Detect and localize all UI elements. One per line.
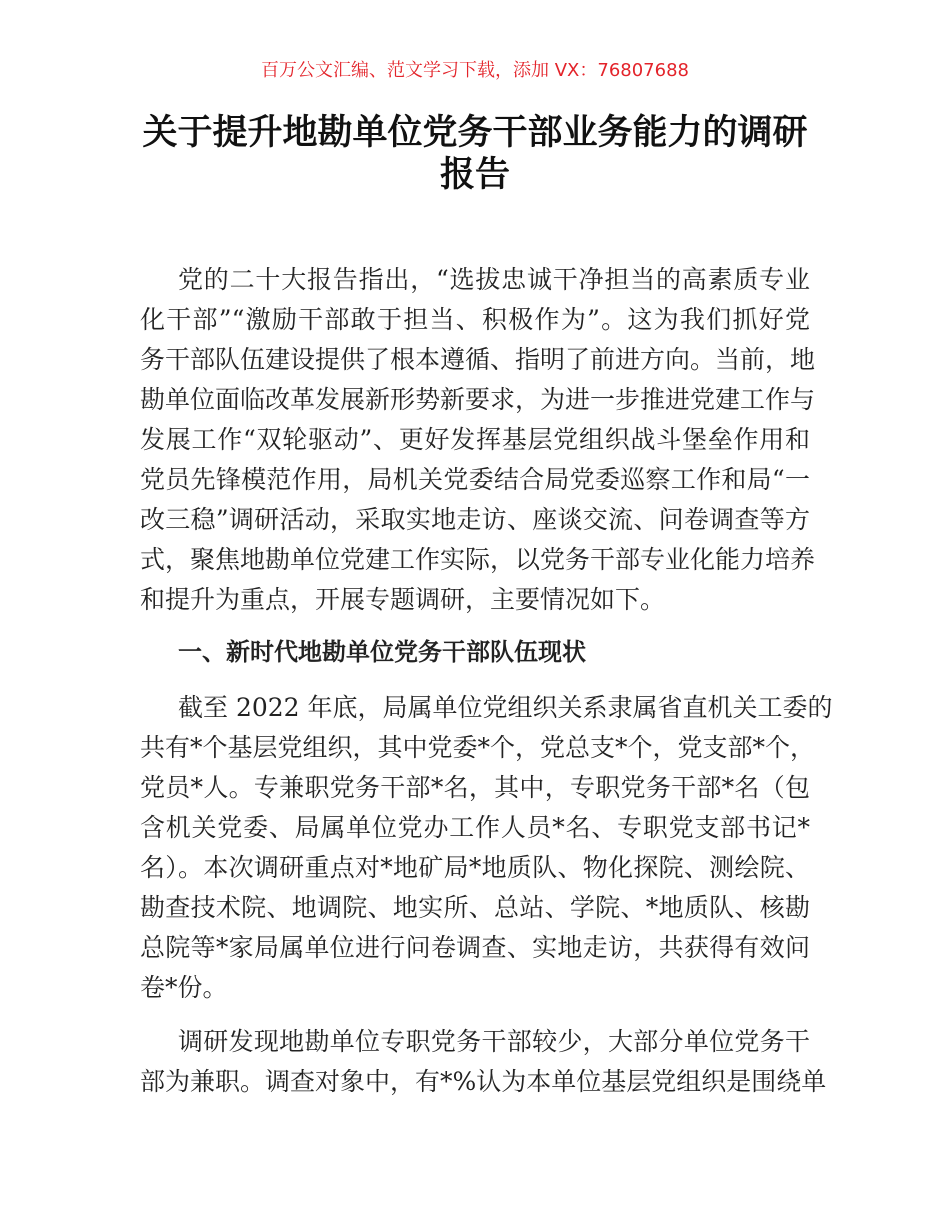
paragraph-line: 截至 2022 年底，局属单位党组织关系隶属省直机关工委的 (178, 693, 833, 722)
paragraph-line: 部为兼职。调查对象中，有*%认为本单位基层党组织是围绕单 (140, 1067, 827, 1096)
paragraph-line: 化干部”“激励干部敢于担当、积极作为”。这为我们抓好党 (140, 305, 810, 334)
paragraph-line: 勘查技术院、地调院、地实所、总站、学院、*地质队、核勘 (140, 893, 810, 922)
paragraph-line: 共有*个基层党组织，其中党委*个，党总支*个，党支部*个， (140, 733, 816, 762)
paragraph-line: 和提升为重点，开展专题调研，主要情况如下。 (140, 585, 666, 614)
paragraph-findings (140, 1022, 827, 1102)
paragraph-line: 发展工作“双轮驱动”、更好发挥基层党组织战斗堡垒作用和 (140, 425, 810, 454)
paragraph-status (140, 688, 833, 1008)
title-line: 报告 (439, 155, 510, 195)
paragraph-line: 党的二十大报告指出，“选拔忠诚干净担当的高素质专业 (178, 265, 810, 294)
paragraph-line: 改三稳”调研活动，采取实地走访、座谈交流、问卷调查等方 (140, 505, 810, 534)
paragraph-line: 式，聚焦地勘单位党建工作实际，以党务干部专业化能力培养 (140, 545, 816, 574)
paragraph-line: 卷*份。 (140, 973, 228, 1002)
paragraph-line: 党员*人。专兼职党务干部*名，其中，专职党务干部*名（包 (140, 773, 810, 802)
watermark-banner: 百万公文汇编、范文学习下载，添加 VX：76807688 (261, 60, 689, 81)
paragraph-line: 调研发现地勘单位专职党务干部较少，大部分单位党务干 (178, 1027, 810, 1056)
paragraph-line: 含机关党委、局属单位党办工作人员*名、专职党支部书记* (140, 813, 810, 842)
paragraph-line: 名）。本次调研重点对*地矿局*地质队、物化探院、测绘院、 (140, 853, 810, 882)
paragraph-line: 勘单位面临改革发展新形势新要求，为进一步推进党建工作与 (140, 385, 816, 414)
title-line: 关于提升地勘单位党务干部业务能力的调研 (142, 113, 808, 153)
document-title (100, 112, 850, 196)
paragraph-line: 总院等*家局属单位进行问卷调查、实地走访，共获得有效问 (140, 933, 810, 962)
paragraph-intro (140, 260, 816, 620)
paragraph-line: 务干部队伍建设提供了根本遵循、指明了前进方向。当前，地 (140, 345, 816, 374)
paragraph-line: 党员先锋模范作用，局机关党委结合局党委巡察工作和局“一 (140, 465, 810, 494)
section-heading: 一、新时代地勘单位党务干部队伍现状 (178, 638, 586, 666)
